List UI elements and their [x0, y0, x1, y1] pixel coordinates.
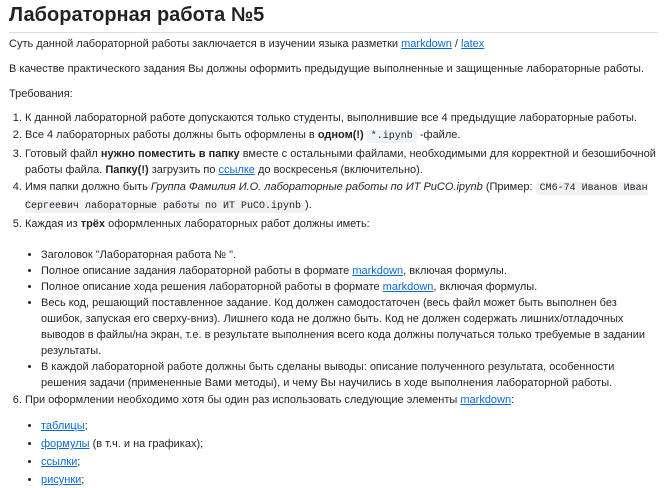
item-6-text: При оформлении необходимо хотя бы один раз использовать следующие элементы [25, 394, 461, 406]
page-title: Лабораторная работа №5 [9, 0, 658, 33]
requirement-item-3 [25, 146, 658, 178]
intro-separator: / [451, 38, 462, 50]
latex-link[interactable]: latex [461, 38, 485, 50]
sub-item-solution-suffix: , включая формулы. [433, 281, 538, 293]
links-link[interactable]: ссылки [41, 456, 78, 468]
sub-item-solution [41, 279, 658, 295]
item-3-strong: нужно поместить в папку [100, 148, 240, 160]
element-tables-suffix: ; [84, 420, 88, 432]
item-4-emphasis: Группа Фамилия И.О. лабораторные работы по ИТ PuCO.ipynb [150, 181, 483, 193]
item-5-suffix: оформленных лабораторных работ должны иметь: [105, 218, 370, 230]
element-links-suffix: ; [77, 456, 81, 468]
item-3-middle: вместе с остальными файлами, необходимыми для корректной и безошибочной работы файла. [25, 148, 656, 176]
tables-link[interactable]: таблицы [41, 420, 85, 432]
item-3-strong-folder: Папку(!) [105, 164, 149, 176]
sub-item-code: • Весь код, решающий поставленное задание. Код должен самодостаточен (весь файл может быть выполнен без ошибок, запуская его сверху-вниз). Лишнего кода не должно быть. Код не должен содержать лишних/отладочных выводов в файлы/на экран, т.е. в результате выполнения всего кода должны получаться только требуемые в задании результаты. [41, 295, 658, 359]
sub-item-title: • Заголовок "Лабораторная работа № ". [41, 247, 658, 263]
images-link[interactable]: рисунки [41, 474, 82, 486]
requirement-item-4 [25, 179, 658, 215]
item-5-text: Каждая из [25, 218, 81, 230]
markdown-link[interactable]: markdown [352, 265, 404, 277]
sub-item-task-text: Полное описание задания лабораторной работы в формате [41, 265, 353, 277]
element-formulas [41, 436, 658, 452]
requirement-item-2 [25, 127, 658, 145]
element-images [41, 472, 658, 488]
requirement-item-5 [25, 216, 658, 391]
formulas-link[interactable]: формулы [41, 438, 90, 450]
example-code: СМ6-74 Иванов Иван Сергеевич лабораторные работы по ИТ PuCO.ipynb [25, 183, 648, 212]
item-6-suffix: : [511, 394, 515, 406]
item-3-middle2: загрузить по [148, 164, 219, 176]
upload-link[interactable]: ссылке [218, 164, 255, 176]
item-2-text: Все 4 лабораторных работы должны быть оформлены в [25, 129, 318, 141]
lab-contents-list [25, 247, 658, 391]
sub-item-conclusions: • В каждой лабораторной работе должны быть сделаны выводы: описание полученного результата, особенности решения задачи (примененные Вами методы), и чему Вы научились в ходе выполнения лабораторной работы. [41, 359, 658, 391]
markdown-link[interactable]: markdown [382, 281, 434, 293]
requirement-item-1: 1. К данной лабораторной работе допускаются только студенты, выполнившие все 4 предыдущие лабораторные работы. [25, 110, 658, 126]
sub-item-task [41, 263, 658, 279]
requirements-list [9, 110, 658, 488]
item-4-suffix: ). [305, 199, 312, 211]
markdown-link[interactable]: markdown [401, 38, 452, 50]
element-images-suffix: ; [81, 474, 85, 486]
sub-item-task-suffix: , включая формулы. [403, 265, 507, 277]
element-formulas-suffix: (в т.ч. и на графиках); [89, 438, 204, 450]
requirements-label: Требования: [9, 88, 73, 100]
markdown-link[interactable]: markdown [460, 394, 512, 406]
ipynb-code: *.ipynb [367, 130, 417, 143]
intro-text: Суть данной лабораторной работы заключается в изучении языка разметки [9, 38, 402, 50]
sub-item-solution-text: Полное описание хода решения лабораторной работы в формате [41, 281, 383, 293]
element-tables [41, 418, 658, 434]
markdown-elements-list [25, 418, 658, 488]
item-3-text: Готовый файл [25, 148, 101, 160]
item-2-suffix: -файле. [416, 129, 461, 141]
item-4-middle: (Пример: [482, 181, 536, 193]
requirement-item-6 [25, 392, 658, 488]
intro-paragraph [9, 36, 658, 52]
practical-paragraph: В качестве практического задания Вы должны оформить предыдущие выполненные и защищенные лабораторные работы. [9, 63, 645, 75]
item-4-text: Имя папки должно быть [25, 181, 151, 193]
item-3-suffix: до воскресенья (включительно). [254, 164, 423, 176]
item-5-strong: трёх [80, 218, 106, 230]
element-links [41, 454, 658, 470]
item-2-strong: одном(!) [317, 129, 364, 141]
